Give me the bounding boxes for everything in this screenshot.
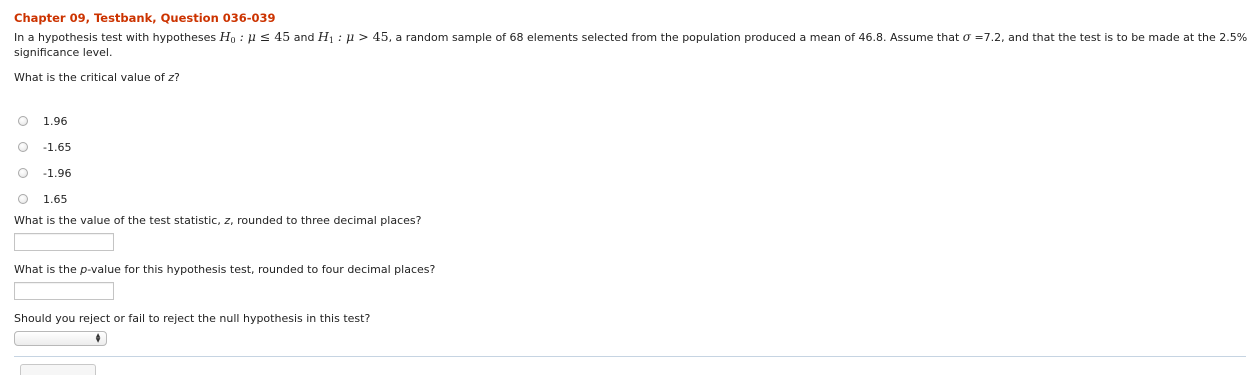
q2-text-pre: What is the value of the test statistic, <box>14 214 225 227</box>
h1-relation: : μ > <box>333 29 373 44</box>
option-label: 1.96 <box>43 114 68 128</box>
sigma-symbol: σ <box>962 30 971 44</box>
q2-text-post: , rounded to three decimal places? <box>230 214 422 227</box>
q1-variable: z <box>168 71 174 84</box>
q3-text-post: -value for this hypothesis test, rounded to four decimal places? <box>87 263 436 276</box>
test-statistic-input[interactable] <box>14 233 114 251</box>
problem-statement <box>14 29 1250 60</box>
question-critical-value <box>14 71 180 84</box>
h1-subscript: 1 <box>328 36 334 45</box>
and-text: and <box>290 31 318 44</box>
intro-pre-text: In a hypothesis test with hypotheses <box>14 31 220 44</box>
option-2[interactable] <box>18 140 71 154</box>
question-test-statistic <box>14 214 421 227</box>
decision-select[interactable] <box>14 331 107 346</box>
option-1[interactable] <box>18 114 68 128</box>
chevron-up-down-icon: ▲▼ <box>95 332 101 344</box>
option-4[interactable] <box>18 192 68 206</box>
q1-text-pre: What is the critical value of <box>14 71 169 84</box>
q2-variable: z <box>224 214 231 227</box>
option-label: -1.96 <box>43 166 72 180</box>
radio-button[interactable] <box>18 142 28 152</box>
p-value-input[interactable] <box>14 282 114 300</box>
option-label: -1.65 <box>43 140 72 154</box>
option-label: 1.65 <box>43 192 68 206</box>
question-title: Chapter 09, Testbank, Question 036-039 <box>14 11 276 25</box>
intro-post-text: , a random sample of 68 elements selected from the population produced a mean of 46.8. Assume that <box>388 31 963 44</box>
divider <box>14 356 1246 357</box>
radio-button[interactable] <box>18 168 28 178</box>
radio-button[interactable] <box>18 116 28 126</box>
h0-subscript: 0 <box>230 36 236 45</box>
q1-text-post: ? <box>174 71 180 84</box>
h1-value: 45 <box>372 29 389 44</box>
h0-symbol: H <box>219 29 231 44</box>
null-hypothesis <box>220 29 291 44</box>
q3-text-pre: What is the <box>14 263 81 276</box>
alternative-hypothesis <box>318 29 389 44</box>
question-p-value <box>14 263 435 276</box>
h0-relation: : μ ≤ <box>235 29 275 44</box>
select-arrows-icon <box>95 333 101 343</box>
h0-value: 45 <box>274 29 291 44</box>
question-reject-decision: Should you reject or fail to reject the null hypothesis in this test? <box>14 312 371 325</box>
option-3[interactable] <box>18 166 71 180</box>
q3-variable: p <box>80 263 88 276</box>
intro-tail-text: =7.2, and that the test is to be made at the 2.5% significance level. <box>14 31 1248 59</box>
radio-button[interactable] <box>18 194 28 204</box>
h1-symbol: H <box>317 29 329 44</box>
